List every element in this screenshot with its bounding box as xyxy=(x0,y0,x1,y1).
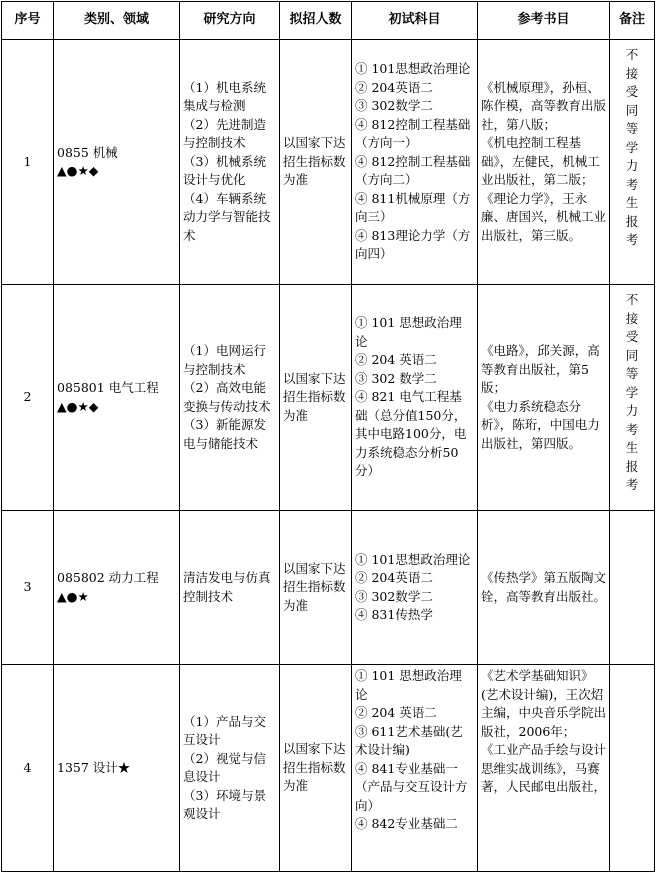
enroll-cell: 以国家下达招生指标数为准 xyxy=(280,665,352,872)
header-refs: 参考书目 xyxy=(478,2,610,40)
ref-item: 《机械原理》，孙桓、陈作模，高等教育出版社，第八版； xyxy=(481,79,607,132)
direction-item: 清洁发电与仿真控制技术 xyxy=(183,570,271,604)
exam-item: ④ 841专业基础一（产品与交互设计方向） xyxy=(355,760,468,813)
exam-item: ④ 831传热学 xyxy=(355,607,433,622)
category-label: 0855 机械 xyxy=(57,144,118,160)
refs-cell xyxy=(478,40,610,285)
category-cell xyxy=(54,511,180,665)
note-cell xyxy=(610,665,655,872)
direction-cell xyxy=(180,665,280,872)
category-label: 085802 动力工程 xyxy=(57,570,159,585)
exam-item: ④ 812控制工程基础（方向一） xyxy=(355,116,471,151)
note-cell xyxy=(610,40,655,285)
ref-item: 《艺术学基础知识》(艺术设计编)，王次炤主编，中央音乐学院出版社，2006年； xyxy=(481,668,607,739)
direction-cell xyxy=(180,511,280,665)
refs-cell xyxy=(478,285,610,511)
ref-item: 《工业产品手绘与设计思维实战训练》，马赛著，人民邮电出版社， xyxy=(481,742,607,794)
header-category: 类别、领域 xyxy=(54,2,180,40)
category-cell xyxy=(54,40,180,285)
refs-cell xyxy=(478,665,610,872)
category-cell xyxy=(54,665,180,872)
exam-item: ② 204 英语二 xyxy=(355,352,437,368)
category-symbols: ▲●★◆ xyxy=(57,163,99,178)
category-cell xyxy=(54,285,180,511)
exam-item: ④ 811机械原理（方向三） xyxy=(355,190,471,225)
exam-item: ③ 611艺术基础(艺术设计编) xyxy=(355,723,463,757)
header-exam: 初试科目 xyxy=(352,2,478,40)
header-enroll: 拟招人数 xyxy=(280,2,352,40)
row-number: 2 xyxy=(2,285,54,511)
row-number: 4 xyxy=(2,665,54,872)
exam-cell xyxy=(352,40,478,285)
direction-item: （1）机电系统集成与检测 xyxy=(183,79,266,114)
direction-item: （2）高效电能变换与传动技术 xyxy=(183,380,271,414)
row-number: 3 xyxy=(2,511,54,665)
refs-cell xyxy=(478,511,610,665)
table-row xyxy=(2,285,655,511)
exam-item: ① 101思想政治理论 xyxy=(355,551,471,567)
direction-item: （3）新能源发电与储能技术 xyxy=(183,417,266,451)
exam-item: ② 204英语二 xyxy=(355,79,433,95)
exam-item: ② 204英语二 xyxy=(355,570,433,585)
exam-item: ④ 812控制工程基础（方向二） xyxy=(355,153,471,188)
exam-item: ④ 813理论力学（方向四） xyxy=(355,227,471,262)
exam-item: ① 101思想政治理论 xyxy=(355,61,471,77)
exam-item: ③ 302数学二 xyxy=(355,588,433,604)
exam-item: ④ 842专业基础二 xyxy=(355,816,458,831)
table-row xyxy=(2,511,655,665)
ref-item: 《传热学》第五版陶文铨，高等教育出版社。 xyxy=(481,570,607,604)
note-cell xyxy=(610,511,655,665)
direction-item: （4）车辆系统动力学与智能技术 xyxy=(183,190,271,243)
ref-item: 《电路》，邱关源，高等教育出版社，第5版； xyxy=(481,343,600,395)
direction-item: （3）环境与景观设计 xyxy=(183,787,266,821)
direction-cell xyxy=(180,285,280,511)
direction-item: （3）机械系统设计与优化 xyxy=(183,153,266,188)
enroll-cell: 以国家下达招生指标数为准 xyxy=(280,285,352,511)
exam-cell xyxy=(352,665,478,872)
row-number: 1 xyxy=(2,40,54,285)
header-direction: 研究方向 xyxy=(180,2,280,40)
exam-item: ① 101 思想政治理论 xyxy=(355,315,462,349)
exam-item: ② 204 英语二 xyxy=(355,705,437,720)
note-cell xyxy=(610,285,655,511)
category-label: 1357 设计 xyxy=(57,759,118,775)
header-no: 序号 xyxy=(2,2,54,40)
direction-item: （1）电网运行与控制技术 xyxy=(183,343,266,377)
ref-item: 《机电控制工程基础》，左健民，机械工业出版社，第二版； xyxy=(481,135,600,188)
enroll-cell: 以国家下达招生指标数为准 xyxy=(280,40,352,285)
direction-item: （2）先进制造与控制技术 xyxy=(183,116,266,151)
category-label: 085801 电气工程 xyxy=(57,380,159,395)
direction-item: （2）视觉与信息设计 xyxy=(183,750,266,784)
category-symbols: ★ xyxy=(117,759,131,775)
ref-item: 《电力系统稳态分析》，陈珩，中国电力出版社，第四版。 xyxy=(481,398,600,451)
direction-cell xyxy=(180,40,280,285)
ref-item: 《理论力学》，王永廉、唐国兴，机械工业出版社，第三版。 xyxy=(481,190,607,243)
program-table xyxy=(1,1,655,872)
exam-cell xyxy=(352,511,478,665)
table-row xyxy=(2,40,655,285)
category-symbols: ▲●★ xyxy=(57,588,89,604)
exam-item: ③ 302数学二 xyxy=(355,98,433,114)
enroll-cell: 以国家下达招生指标数为准 xyxy=(280,511,352,665)
header-note: 备注 xyxy=(610,2,655,40)
category-symbols: ▲●★◆ xyxy=(57,398,99,414)
header-row xyxy=(2,2,655,40)
note-text: 不接受同等学力考生报考 xyxy=(625,292,639,492)
note-text: 不接受同等学力考生报考 xyxy=(625,47,639,247)
direction-item: （1）产品与交互设计 xyxy=(183,713,266,747)
exam-item: ① 101 思想政治理论 xyxy=(355,668,462,702)
exam-item: ④ 821 电气工程基础（总分值150分，其中电路100分，电力系统稳态分析50分） xyxy=(355,389,467,479)
table-row xyxy=(2,665,655,872)
exam-cell xyxy=(352,285,478,511)
exam-item: ③ 302 数学二 xyxy=(355,370,437,386)
